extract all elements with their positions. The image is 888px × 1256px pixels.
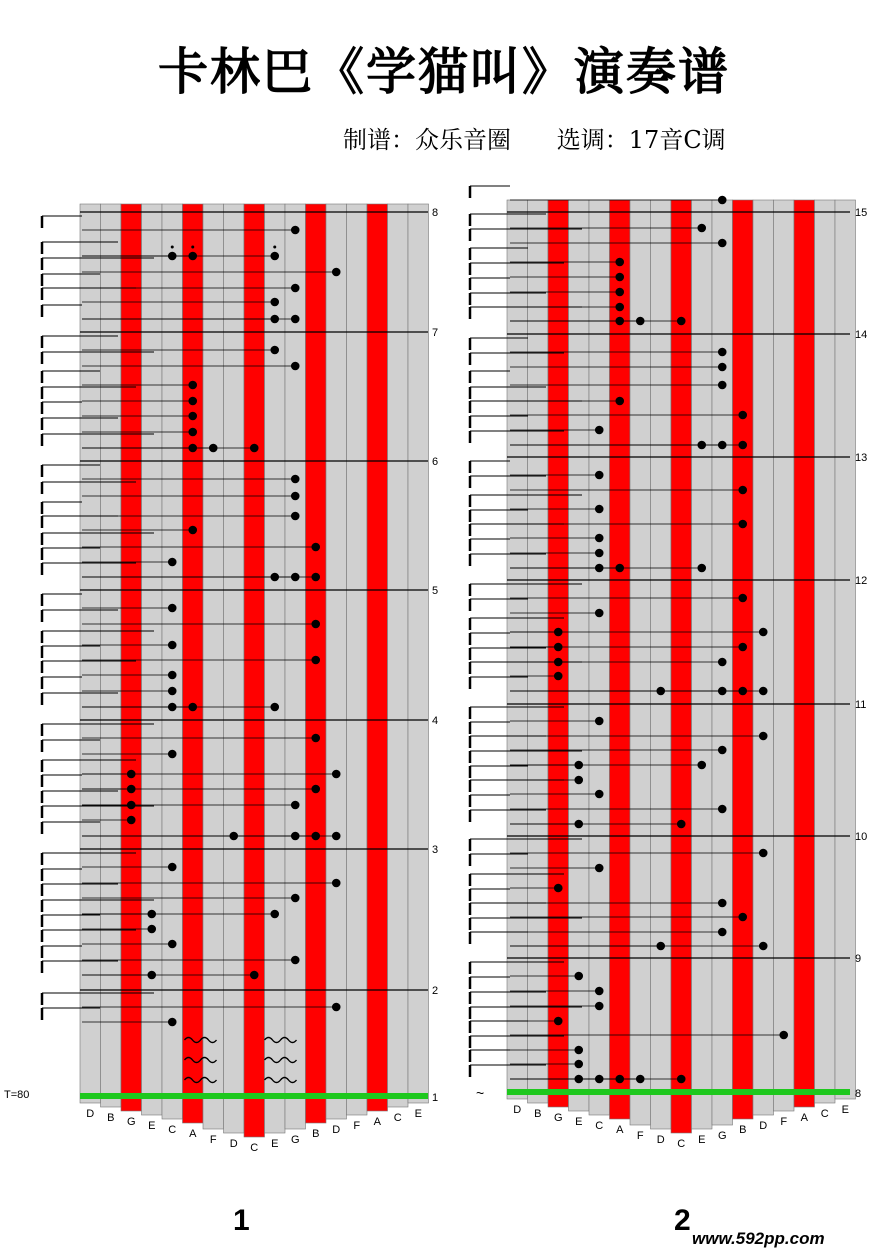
panel-2-note-31 bbox=[554, 628, 563, 637]
panel-1-note-19 bbox=[291, 492, 300, 501]
panel-2-note-64 bbox=[574, 1046, 583, 1055]
panel-1-key-column-12 bbox=[326, 204, 347, 1119]
panel-2-note-28 bbox=[738, 594, 747, 603]
panel-2-note-0 bbox=[718, 196, 727, 205]
panel-2-key-column-1 bbox=[528, 200, 549, 1103]
panel-2-key-column-14 bbox=[794, 200, 815, 1107]
panel-2-note-50 bbox=[677, 820, 686, 829]
panel-2-note-36 bbox=[554, 672, 563, 681]
panel-1-key-column-14 bbox=[367, 204, 388, 1111]
panel-2-measure-label-8: 8 bbox=[855, 1088, 862, 1100]
panel-2-baseline bbox=[507, 1089, 850, 1095]
panel-2-key-column-8 bbox=[671, 200, 692, 1133]
panel-2-key-label-5: A bbox=[616, 1124, 624, 1136]
panel-2-measure-label-13: 13 bbox=[855, 452, 868, 464]
panel-2-note-42 bbox=[759, 732, 768, 741]
panel-2-measure-label-11: 11 bbox=[855, 699, 867, 711]
panel-1-key-column-5 bbox=[183, 204, 204, 1123]
panel-2-measure-label-10: 10 bbox=[855, 831, 868, 843]
panel-1-key-column-9 bbox=[265, 204, 286, 1133]
panel-1-key-label-9: E bbox=[271, 1138, 279, 1150]
panel-1-note-6 bbox=[270, 298, 279, 307]
panel-2-key-column-12 bbox=[753, 200, 774, 1115]
panel-2-note-13 bbox=[615, 397, 624, 406]
panel-2-note-63 bbox=[779, 1031, 788, 1040]
panel-1-note-44 bbox=[127, 816, 136, 825]
panel-2-note-9 bbox=[677, 317, 686, 326]
panel-1-note-43 bbox=[291, 801, 300, 810]
panel-2-note-46 bbox=[574, 776, 583, 785]
panel-2-note-33 bbox=[738, 643, 747, 652]
panel-2-note-1 bbox=[697, 224, 706, 233]
panel-2-measure-label-12: 12 bbox=[855, 575, 868, 587]
panel-2-note-15 bbox=[595, 426, 604, 435]
panel-2-key-label-4: C bbox=[595, 1120, 604, 1132]
panel-1-note-50 bbox=[332, 879, 341, 888]
panel-1-note-14 bbox=[188, 428, 197, 437]
panel-1-note-21 bbox=[188, 526, 197, 535]
panel-2-key-label-12: D bbox=[759, 1120, 768, 1132]
panel-1-note-5 bbox=[291, 284, 300, 293]
panel-2-key-label-9: E bbox=[698, 1134, 706, 1146]
panel-2-key-column-13 bbox=[774, 200, 795, 1111]
panel-2-key-column-9 bbox=[692, 200, 713, 1129]
panel-2-note-40 bbox=[759, 687, 768, 696]
panel-2-note-41 bbox=[595, 717, 604, 726]
panel-2-key-label-16: E bbox=[841, 1104, 849, 1116]
panel-2-note-27 bbox=[697, 564, 706, 573]
panel-1-key-column-0 bbox=[80, 204, 101, 1103]
panel-1-note-49 bbox=[168, 863, 177, 872]
panel-1-note-36 bbox=[311, 734, 320, 743]
panel-2-note-6 bbox=[615, 303, 624, 312]
site-watermark: www.592pp.com bbox=[692, 1229, 825, 1248]
panel-2-note-60 bbox=[595, 987, 604, 996]
panel-2-note-58 bbox=[759, 942, 768, 951]
panel-2-note-65 bbox=[574, 1060, 583, 1069]
panel-2-note-5 bbox=[615, 288, 624, 297]
panel-2-key-column-7 bbox=[651, 200, 672, 1129]
panel-2-note-2 bbox=[718, 239, 727, 248]
panel-2-key-column-0 bbox=[507, 200, 528, 1099]
panel-2-note-29 bbox=[595, 609, 604, 618]
panel-2-note-4 bbox=[615, 273, 624, 282]
panel-1-note-27 bbox=[168, 604, 177, 613]
panel-1-measure-label-1: 1 bbox=[432, 1092, 439, 1104]
panel-2-note-52 bbox=[595, 864, 604, 873]
panel-1-note-59 bbox=[332, 1003, 341, 1012]
panel-1-note-17 bbox=[250, 444, 259, 453]
panel-1-key-label-0: D bbox=[86, 1108, 95, 1120]
panel-2-note-47 bbox=[595, 790, 604, 799]
panel-2-measure-label-9: 9 bbox=[855, 953, 862, 965]
panel-1-note-60 bbox=[168, 1018, 177, 1027]
panel-1-note-3 bbox=[270, 252, 279, 261]
panel-1-key-column-4 bbox=[162, 204, 183, 1119]
panel-1-note-8 bbox=[291, 315, 300, 324]
panel-2-note-11 bbox=[718, 363, 727, 372]
panel-1-key-label-12: D bbox=[332, 1124, 341, 1136]
panel-1-note-41 bbox=[311, 785, 320, 794]
panel-2-note-59 bbox=[574, 972, 583, 981]
panel-1-note-4 bbox=[332, 268, 341, 277]
panel-2-note-19 bbox=[595, 471, 604, 480]
panel-2-note-44 bbox=[697, 761, 706, 770]
panel-2-note-14 bbox=[738, 411, 747, 420]
panel-1-key-label-13: F bbox=[353, 1120, 361, 1132]
panel-2-note-48 bbox=[718, 805, 727, 814]
panel-1-key-column-8 bbox=[244, 204, 265, 1137]
panel-2-key-column-15 bbox=[815, 200, 836, 1103]
panel-1-note-20 bbox=[291, 512, 300, 521]
panel-2-note-61 bbox=[595, 1002, 604, 1011]
panel-2-key-column-16 bbox=[835, 200, 856, 1099]
panel-2-key-label-3: E bbox=[575, 1116, 583, 1128]
tempo-marking: T=80 bbox=[4, 1089, 30, 1101]
panel-1-measure-label-8: 8 bbox=[432, 207, 439, 219]
panel-1-note-octave-dot bbox=[191, 246, 194, 249]
panel-2-note-20 bbox=[738, 486, 747, 495]
panel-2-key-label-1: B bbox=[534, 1108, 542, 1120]
panel-1-measure-label-2: 2 bbox=[432, 985, 439, 997]
panel-2-note-55 bbox=[738, 913, 747, 922]
panel-1-note-35 bbox=[270, 703, 279, 712]
panel-2-note-21 bbox=[595, 505, 604, 514]
panel-1-measure-label-7: 7 bbox=[432, 327, 439, 339]
panel-1-note-39 bbox=[332, 770, 341, 779]
panel-2-measure-label-15: 15 bbox=[855, 207, 868, 219]
panel-1-key-label-14: A bbox=[373, 1116, 381, 1128]
panel-2-key-label-2: G bbox=[553, 1112, 563, 1124]
panel-1-note-58 bbox=[250, 971, 259, 980]
panel-2-note-43 bbox=[718, 746, 727, 755]
panel-1-note-9 bbox=[270, 346, 279, 355]
panel-1-note-22 bbox=[311, 543, 320, 552]
panel-1-key-label-1: B bbox=[107, 1112, 115, 1124]
panel-2-key-column-6 bbox=[630, 200, 651, 1125]
panel-2-key-label-14: A bbox=[800, 1112, 808, 1124]
panel-1-measure-label-4: 4 bbox=[432, 715, 439, 727]
panel-1-baseline bbox=[80, 1093, 428, 1099]
panel-2-key-label-0: D bbox=[513, 1104, 522, 1116]
page-number-1: 1 bbox=[233, 1204, 250, 1237]
tilde-mark: ~ bbox=[476, 1085, 485, 1101]
panel-1-key-label-16: E bbox=[414, 1108, 422, 1120]
panel-1-key-label-10: G bbox=[290, 1134, 300, 1146]
panel-2-key-label-11: B bbox=[739, 1124, 747, 1136]
panel-1-note-29 bbox=[168, 641, 177, 650]
panel-1-note-26 bbox=[311, 573, 320, 582]
panel-2-key-label-15: C bbox=[820, 1108, 829, 1120]
panel-1-note-11 bbox=[188, 381, 197, 390]
panel-1-note-30 bbox=[311, 656, 320, 665]
page-title: 卡林巴《学猫叫》演奏谱 bbox=[158, 43, 730, 101]
panel-2-key-label-8: C bbox=[677, 1138, 686, 1150]
panel-1-key-column-13 bbox=[347, 204, 368, 1115]
panel-1-note-55 bbox=[168, 940, 177, 949]
panel-2-note-30 bbox=[759, 628, 768, 637]
panel-2-note-51 bbox=[759, 849, 768, 858]
panel-1-key-label-6: F bbox=[209, 1134, 217, 1146]
panel-2-note-18 bbox=[738, 441, 747, 450]
panel-1-key-label-3: E bbox=[148, 1120, 156, 1132]
panel-1-note-0 bbox=[291, 226, 300, 235]
panel-1-note-32 bbox=[168, 687, 177, 696]
key-label: 选调：17音C调 bbox=[556, 126, 726, 154]
panel-1-note-56 bbox=[291, 956, 300, 965]
panel-1-note-23 bbox=[168, 558, 177, 567]
panel-1-note-51 bbox=[291, 894, 300, 903]
panel-1-key-label-8: C bbox=[250, 1142, 259, 1154]
panel-2-note-23 bbox=[595, 534, 604, 543]
panel-1-note-18 bbox=[291, 475, 300, 484]
panel-1-note-10 bbox=[291, 362, 300, 371]
panel-1-key-column-15 bbox=[388, 204, 409, 1107]
panel-1-note-octave-dot bbox=[273, 246, 276, 249]
panel-2-key-column-5 bbox=[610, 200, 631, 1119]
panel-2-note-70 bbox=[677, 1075, 686, 1084]
panel-1-key-label-4: C bbox=[168, 1124, 177, 1136]
panel-1-key-label-11: B bbox=[312, 1128, 320, 1140]
panel-2-key-column-2 bbox=[548, 200, 569, 1107]
panel-1-measure-label-6: 6 bbox=[432, 456, 439, 468]
panel-1-key-column-16 bbox=[408, 204, 429, 1103]
panel-1-key-label-2: G bbox=[126, 1116, 136, 1128]
panel-2-measure-label-14: 14 bbox=[855, 329, 868, 341]
panel-2-key-label-10: G bbox=[717, 1130, 727, 1142]
panel-2-note-10 bbox=[718, 348, 727, 357]
page-number-2: 2 bbox=[674, 1204, 691, 1237]
panel-1-note-31 bbox=[168, 671, 177, 680]
panel-2-note-35 bbox=[718, 658, 727, 667]
panel-2-note-3 bbox=[615, 258, 624, 267]
panel-1-key-column-7 bbox=[224, 204, 245, 1133]
panel-1-note-48 bbox=[332, 832, 341, 841]
panel-2-key-label-13: F bbox=[780, 1116, 788, 1128]
panel-1-note-octave-dot bbox=[171, 246, 174, 249]
panel-1-note-12 bbox=[188, 397, 197, 406]
panel-2-key-label-7: D bbox=[656, 1134, 665, 1146]
arranger-label: 制谱：众乐音圈 bbox=[343, 126, 511, 154]
panel-2-key-column-11 bbox=[733, 200, 754, 1119]
panel-1-note-37 bbox=[168, 750, 177, 759]
panel-2-note-53 bbox=[554, 884, 563, 893]
panel-2-note-54 bbox=[718, 899, 727, 908]
panel-2-key-label-6: F bbox=[636, 1130, 644, 1142]
panel-1-note-28 bbox=[311, 620, 320, 629]
panel-1-key-label-15: C bbox=[393, 1112, 402, 1124]
panel-2-note-62 bbox=[554, 1017, 563, 1026]
panel-1-measure-label-3: 3 bbox=[432, 844, 439, 856]
panel-1-note-53 bbox=[270, 910, 279, 919]
panel-1-measure-label-5: 5 bbox=[432, 585, 439, 597]
panel-1-note-54 bbox=[147, 925, 156, 934]
panel-1-key-label-5: A bbox=[189, 1128, 197, 1140]
panel-1-key-label-7: D bbox=[229, 1138, 238, 1150]
panel-1-key-column-1 bbox=[101, 204, 122, 1107]
panel-2-note-24 bbox=[595, 549, 604, 558]
panel-2-note-45 bbox=[574, 761, 583, 770]
panel-2-key-column-4 bbox=[589, 200, 610, 1115]
panel-1-note-13 bbox=[188, 412, 197, 421]
panel-2-note-22 bbox=[738, 520, 747, 529]
panel-2-note-56 bbox=[718, 928, 727, 937]
panel-2-note-12 bbox=[718, 381, 727, 390]
